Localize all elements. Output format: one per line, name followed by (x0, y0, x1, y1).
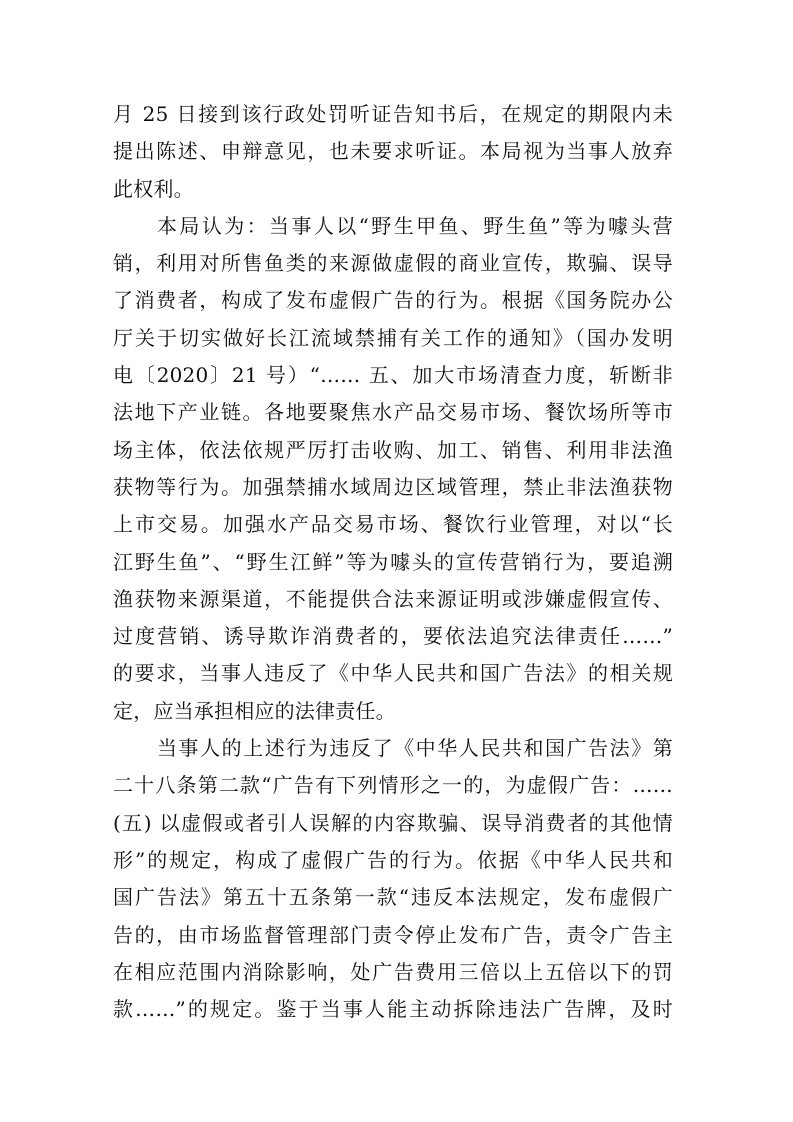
text-line: 二十八条第二款“广告有下列情形之一的，为虚假广告：…… (113, 773, 673, 798)
text-line: 形”的规定，构成了虚假广告的行为。依据《中华人民共和 (113, 847, 673, 872)
text-line: 销，利用对所售鱼类的来源做虚假的商业宣传，欺骗、误导 (113, 251, 673, 276)
text-line: 上市交易。加强水产品交易市场、餐饮行业管理，对以“长 (113, 512, 673, 537)
text-line: 江野生鱼”、“野生江鲜”等为噱头的宣传营销行为，要追溯 (113, 549, 673, 574)
text-line: 本局认为：当事人以“野生甲鱼、野生鱼”等为噱头营 (157, 213, 673, 238)
text-line: 当事人的上述行为违反了《中华人民共和国广告法》第 (157, 736, 673, 761)
text-line: 国广告法》第五十五条第一款“违反本法规定，发布虚假广 (113, 885, 673, 910)
text-line: 了消费者，构成了发布虚假广告的行为。根据《国务院办公 (113, 288, 673, 313)
text-line: 在相应范围内消除影响，处广告费用三倍以上五倍以下的罚 (113, 959, 673, 984)
text-line: 电〔2020〕21 号）“…… 五、加大市场清查力度，斩断非 (113, 363, 673, 388)
text-line: 的要求，当事人违反了《中华人民共和国广告法》的相关规 (113, 661, 673, 686)
text-line: 款……”的规定。鉴于当事人能主动拆除违法广告牌，及时 (113, 997, 673, 1022)
text-line: 获物等行为。加强禁捕水域周边区域管理，禁止非法渔获物 (113, 474, 673, 499)
text-line: 场主体，依法依规严厉打击收购、加工、销售、利用非法渔 (113, 437, 673, 462)
text-line: (五) 以虚假或者引人误解的内容欺骗、误导消费者的其他情 (113, 810, 673, 835)
document-body (113, 96, 673, 1028)
text-line: 告的，由市场监督管理部门责令停止发布广告，责令广告主 (113, 922, 673, 947)
text-line: 过度营销、诱导欺诈消费者的，要依法追究法律责任……” (113, 624, 673, 649)
text-line: 厅关于切实做好长江流域禁捕有关工作的通知》（国办发明 (113, 325, 673, 350)
text-line: 月 25 日接到该行政处罚听证告知书后，在规定的期限内未 (113, 102, 673, 126)
text-line: 提出陈述、申辩意见，也未要求听证。本局视为当事人放弃 (113, 139, 673, 164)
text-line: 渔获物来源渠道，不能提供合法来源证明或涉嫌虚假宣传、 (113, 586, 673, 611)
text-line: 此权利。 (113, 176, 194, 201)
text-line: 法地下产业链。各地要聚焦水产品交易市场、餐饮场所等市 (113, 400, 673, 425)
text-line: 定，应当承担相应的法律责任。 (113, 698, 396, 723)
